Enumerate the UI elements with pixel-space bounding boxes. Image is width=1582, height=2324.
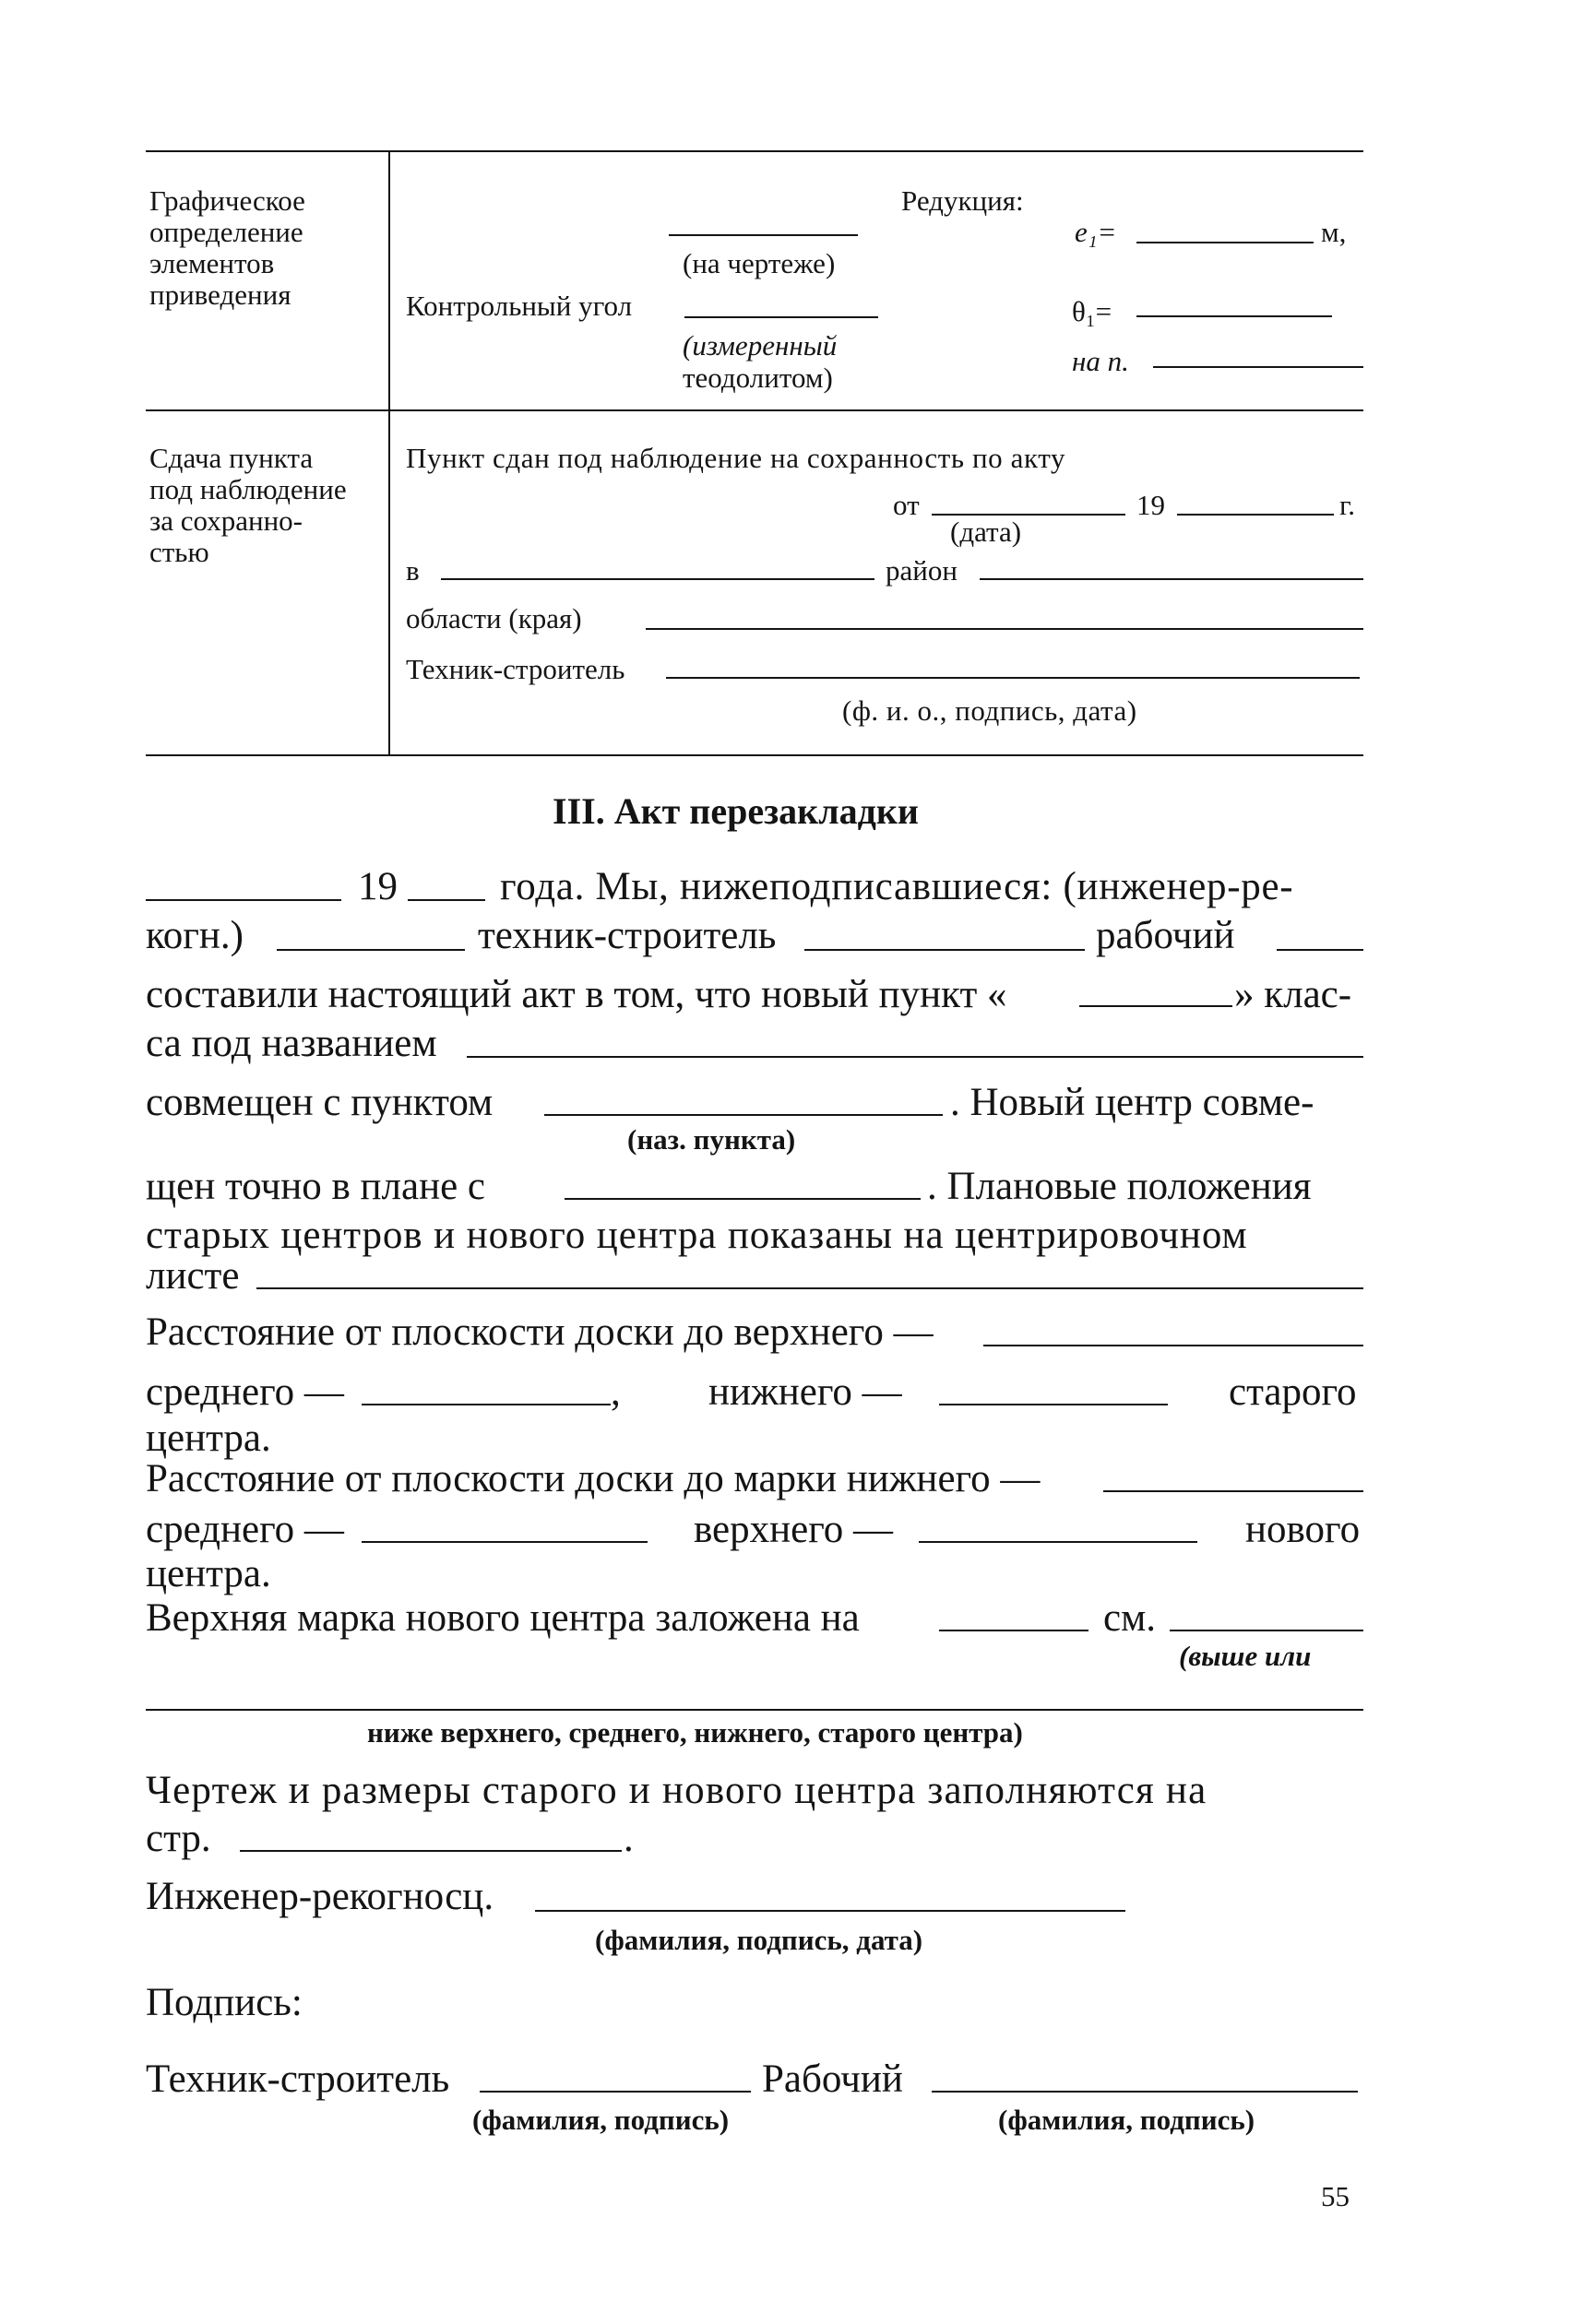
row2-label-line3: за сохранно-: [149, 504, 303, 537]
paragraph-line5-end: . Новый центр совме-: [950, 1081, 1314, 1124]
table-column-divider: [388, 150, 390, 755]
distance-middle-label: среднего —: [146, 1370, 344, 1414]
on-p-blank: [1153, 366, 1363, 368]
fio-caption: (ф. и. о., подпись, дата): [842, 694, 1137, 727]
act-year-blank-2: [408, 899, 485, 901]
act-year-prefix: 19: [1136, 489, 1165, 521]
technik-inline-blank: [804, 949, 1085, 951]
aligned-with-blank: [565, 1198, 921, 1200]
rabochiy-signature-caption: (фамилия, подпись): [998, 2104, 1255, 2136]
paragraph-line8: листе: [146, 1254, 240, 1298]
distance-mark-lower-blank: [1103, 1490, 1363, 1492]
old-label: старого: [1229, 1370, 1357, 1414]
row1-label-line3: элементов: [149, 247, 275, 279]
technik-blank: [666, 677, 1360, 679]
row2-label-line2: под наблюдение: [149, 473, 347, 505]
row1-label-line4: приведения: [149, 279, 291, 311]
paragraph-line4: са под названием: [146, 1022, 437, 1065]
theta1-blank: [1136, 315, 1332, 317]
paragraph-line1: года. Мы, нижеподписавшиеся: (инженер-ре-: [500, 865, 1294, 908]
signature-heading: Подпись:: [146, 1981, 303, 2024]
section-title: III. Акт перезакладки: [553, 790, 919, 832]
paragraph-line7: старых центров и нового центра показаны на центрировочном: [146, 1214, 1248, 1257]
paragraph-line6-end: . Плановые положения: [927, 1165, 1312, 1208]
rabochiy-signature-label: Рабочий: [762, 2057, 903, 2101]
upper-mark-cm-blank: [939, 1630, 1088, 1631]
rabochiy-inline-label: рабочий: [1096, 914, 1235, 957]
paragraph-line3: составили настоящий акт в том, что новый пункт «: [146, 973, 1007, 1016]
technik-signature-caption: (фамилия, подпись): [472, 2104, 730, 2136]
rayon-blank: [980, 578, 1363, 580]
technik-inline-label: техник-строитель: [478, 914, 777, 957]
theta1-label: θ₁=: [1072, 295, 1112, 327]
row2-label-line4: стью: [149, 536, 209, 568]
engineer-signature-blank: [535, 1910, 1125, 1912]
above-below-caption: (выше или: [1179, 1640, 1312, 1672]
table-top-border: [146, 150, 1363, 152]
mark-upper-label: верхнего —: [694, 1508, 894, 1551]
paragraph-line3-end: » клас-: [1234, 973, 1352, 1016]
e1-unit: м,: [1321, 216, 1347, 248]
page-number: 55: [1321, 2180, 1350, 2212]
paragraph-line17: Чертеж и размеры старого и нового центра заполняются на: [146, 1769, 1207, 1812]
distance-upper-label: Расстояние от плоскости доски до верхнего —: [146, 1310, 934, 1354]
combined-point-blank: [544, 1114, 943, 1116]
page-ref-blank: [240, 1850, 622, 1852]
measured-caption-line1: (измеренный: [683, 329, 838, 362]
reduction-label: Редукция:: [901, 184, 1024, 217]
kogn-label: когн.): [146, 914, 244, 957]
above-below-blank: [1170, 1630, 1363, 1631]
rayon-label: район: [886, 554, 958, 587]
distance-lower-blank: [939, 1404, 1168, 1405]
on-drawing-caption: (на чертеже): [683, 247, 836, 279]
mark-middle-blank: [362, 1541, 648, 1543]
technik-label: Техник-строитель: [406, 653, 625, 685]
technik-signature-blank: [480, 2091, 751, 2093]
position-blank: [146, 1709, 1363, 1711]
mark-upper-blank: [919, 1541, 1197, 1543]
engineer-signature-label: Инженер-рекогносц.: [146, 1875, 494, 1918]
v-label: в: [406, 554, 420, 587]
centering-sheet-blank: [256, 1287, 1363, 1289]
row1-label-line2: определение: [149, 216, 303, 248]
oblasti-blank: [646, 628, 1363, 630]
row2-label-line1: Сдача пункта: [149, 442, 314, 474]
page-ref-dot: .: [624, 1817, 634, 1860]
table-bottom-border: [146, 754, 1363, 756]
point-name-caption: (наз. пункта): [627, 1123, 796, 1156]
new-label: нового: [1245, 1508, 1361, 1551]
oblasti-label: области (края): [406, 602, 582, 634]
cm-label: см.: [1103, 1596, 1157, 1640]
e1-label: e₁=: [1075, 216, 1117, 248]
row1-label-line1: Графическое: [149, 184, 305, 217]
date-caption: (дата): [950, 516, 1022, 548]
distance-middle-blank: [362, 1404, 611, 1405]
distance-middle-comma: ,: [611, 1370, 621, 1414]
handover-line: Пункт сдан под наблюдение на сохранность по акту: [406, 442, 1066, 474]
paragraph-line6: щен точно в плане с: [146, 1165, 485, 1208]
engineer-blank: [277, 949, 465, 951]
control-angle-label: Контрольный угол: [406, 290, 633, 322]
on-p-label: на п.: [1072, 345, 1129, 377]
paragraph-line5: совмещен с пунктом: [146, 1081, 494, 1124]
act-year-prefix-19: 19: [358, 865, 398, 908]
e1-blank: [1136, 242, 1314, 243]
place-blank: [441, 578, 874, 580]
measured-caption-line2: теодолитом): [683, 362, 833, 394]
ot-label: от: [893, 489, 920, 521]
act-day-blank: [146, 899, 341, 901]
new-point-class-blank: [1079, 1005, 1232, 1007]
act-year-blank: [1177, 514, 1334, 516]
act-year-suffix: г.: [1339, 489, 1355, 521]
table-row-divider: [146, 409, 1363, 411]
paragraph-line11: центра.: [146, 1417, 271, 1460]
position-caption: ниже верхнего, среднего, нижнего, старого центра): [367, 1716, 1023, 1749]
technik-signature-label: Техник-строитель: [146, 2057, 450, 2101]
rabochiy-signature-blank: [932, 2091, 1358, 2093]
paragraph-line14: центра.: [146, 1552, 271, 1595]
rabochiy-inline-blank: [1277, 949, 1363, 951]
distance-lower-label: нижнего —: [708, 1370, 902, 1414]
upper-mark-label: Верхняя марка нового центра заложена на: [146, 1596, 860, 1640]
control-angle-blank: [684, 316, 878, 318]
point-name-blank: [467, 1056, 1363, 1058]
engineer-signature-caption: (фамилия, подпись, дата): [595, 1924, 923, 1956]
distance-upper-blank: [983, 1345, 1363, 1346]
page-ref-label: стр.: [146, 1817, 211, 1860]
mark-middle-label: среднего —: [146, 1508, 344, 1551]
drawing-blank: [669, 234, 858, 236]
distance-mark-lower-label: Расстояние от плоскости доски до марки нижнего —: [146, 1457, 1041, 1500]
